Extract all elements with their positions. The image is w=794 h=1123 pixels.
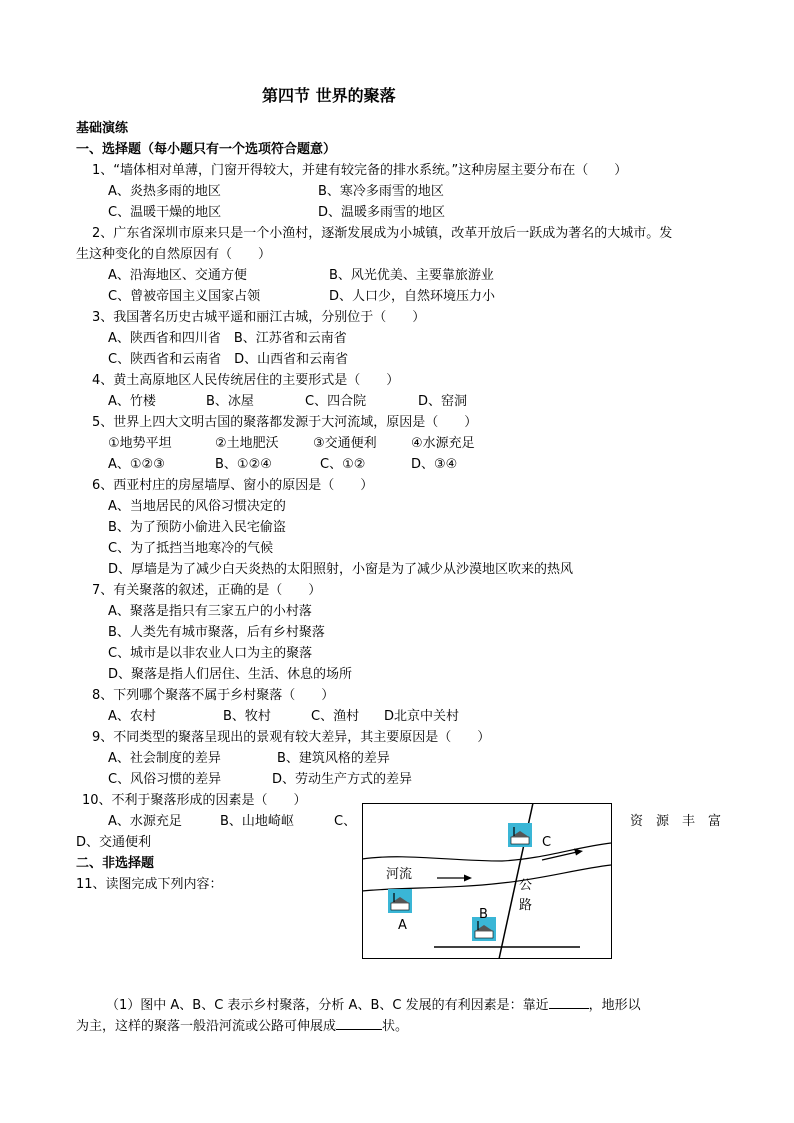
q7-option-d: D、聚落是指人们居住、生活、休息的场所 [108,667,353,682]
q11-1-text-d: 状。 [382,1019,409,1034]
q11-1-line2 [76,1017,408,1035]
q11-1-text-c: 为主，这样的聚落一般沿河流或公路可伸展成 [76,1019,337,1034]
q10-option-d: D、交通便利 [76,835,152,850]
road-label-1: 公 [519,878,533,893]
q2-option-b: B、风光优美、主要靠旅游业 [329,268,494,283]
q6-option-d: D、厚墙是为了减少白天炎热的太阳照射，小窗是为了减少从沙漠地区吹来的热风 [108,562,574,577]
q5-item-3: ③交通便利 [313,436,377,451]
q5-option-b: B、①②④ [215,457,272,472]
q6-option-b: B、为了预防小偷进入民宅偷盗 [108,520,286,535]
q8-option-d: D北京中关村 [384,709,460,724]
q4-stem: 4、黄土高原地区人民传统居住的主要形式是（ ） [92,373,400,388]
q8-stem: 8、下列哪个聚落不属于乡村聚落（ ） [92,688,335,703]
q7-option-a: A、聚落是指只有三家五户的小村落 [108,604,312,619]
q3-options-cd: C、陕西省和云南省 D、山西省和云南省 [108,352,349,367]
q2-stem-line2: 生这种变化的自然原因有（ ） [76,247,272,262]
part1-heading: 一、选择题（每小题只有一个选项符合题意） [76,142,337,157]
q2-option-c: C、曾被帝国主义国家占领 [108,289,261,304]
page-title: 第四节 世界的聚落 [262,86,396,105]
q10-option-c: C、 [334,814,357,829]
q1-option-d: D、温暖多雨雪的地区 [318,205,446,220]
q7-stem: 7、有关聚落的叙述，正确的是（ ） [92,583,322,598]
q6-stem: 6、西亚村庄的房屋墙厚、窗小的原因是（ ） [92,478,374,493]
q9-option-d: D、劳动生产方式的差异 [272,772,413,787]
q10-option-b: B、山地崎岖 [220,814,294,829]
q4-option-b: B、冰屋 [206,394,254,409]
q1-option-c: C、温暖干燥的地区 [108,205,222,220]
q6-option-a: A、当地居民的风俗习惯决定的 [108,499,286,514]
part2-heading: 二、非选择题 [76,856,155,871]
q2-stem-line1: 2、广东省深圳市原来只是一个小渔村，逐渐发展成为小城镇，改革开放后一跃成为著名的大城市。发 [92,226,673,241]
q8-option-a: A、农村 [108,709,156,724]
q11-stem: 11、读图完成下列内容： [76,877,223,892]
road-label-2: 路 [519,898,533,913]
q11-1-text-a: （1）图中 A、B、C 表示乡村聚落，分析 A、B、C 发展的有利因素是：靠近 [106,998,549,1013]
q5-item-2: ②土地肥沃 [215,436,279,451]
q2-option-a: A、沿海地区、交通方便 [108,268,247,283]
q10-option-a: A、水源充足 [108,814,182,829]
q1-stem: 1、“墙体相对单薄，门窗开得较大，并建有较完备的排水系统。”这种房屋主要分布在（ ） [92,163,628,178]
q9-option-c: C、风俗习惯的差异 [108,772,222,787]
q10-option-c-text: 资 源 丰 富 [630,814,722,829]
q2-option-d: D、人口少，自然环境压力小 [329,289,496,304]
q9-option-b: B、建筑风格的差异 [277,751,390,766]
q8-option-c: C、渔村 [311,709,360,724]
q5-item-1: ①地势平坦 [108,436,172,451]
settlement-map [362,803,612,959]
answer-blank-1[interactable] [549,996,589,1009]
q6-option-c: C、为了抵挡当地寒冷的气候 [108,541,274,556]
q3-options-ab: A、陕西省和四川省 B、江苏省和云南省 [108,331,347,346]
q4-option-c: C、四合院 [305,394,367,409]
q5-option-a: A、①②③ [108,457,165,472]
q5-option-d: D、③④ [411,457,458,472]
q7-option-c: C、城市是以非农业人口为主的聚落 [108,646,313,661]
q9-option-a: A、社会制度的差异 [108,751,221,766]
q4-option-a: A、竹楼 [108,394,156,409]
q1-option-b: B、寒冷多雨雪的地区 [318,184,444,199]
settlement-b-label: B [479,907,488,922]
q4-option-d: D、窑洞 [418,394,468,409]
q5-item-4: ④水源充足 [411,436,475,451]
section-basic-heading: 基础演练 [76,121,129,136]
q5-option-c: C、①② [320,457,366,472]
settlement-a-icon [388,889,412,913]
answer-blank-2[interactable] [336,1017,382,1030]
q10-stem: 10、不利于聚落形成的因素是（ ） [82,793,307,808]
q1-option-a: A、炎热多雨的地区 [108,184,221,199]
q11-1-line1 [106,996,641,1014]
river-label: 河流 [386,867,413,882]
q9-stem: 9、不同类型的聚落呈现出的景观有较大差异，其主要原因是（ ） [92,730,491,745]
settlement-a-label: A [398,918,407,933]
q11-1-text-b: ，地形以 [588,998,641,1013]
q7-option-b: B、人类先有城市聚落，后有乡村聚落 [108,625,325,640]
q5-stem: 5、世界上四大文明古国的聚落都发源于大河流域，原因是（ ） [92,415,478,430]
q3-stem: 3、我国著名历史古城平遥和丽江古城，分别位于（ ） [92,310,426,325]
q8-option-b: B、牧村 [223,709,271,724]
settlement-c-label: C [542,835,552,850]
settlement-c-icon [508,823,532,847]
